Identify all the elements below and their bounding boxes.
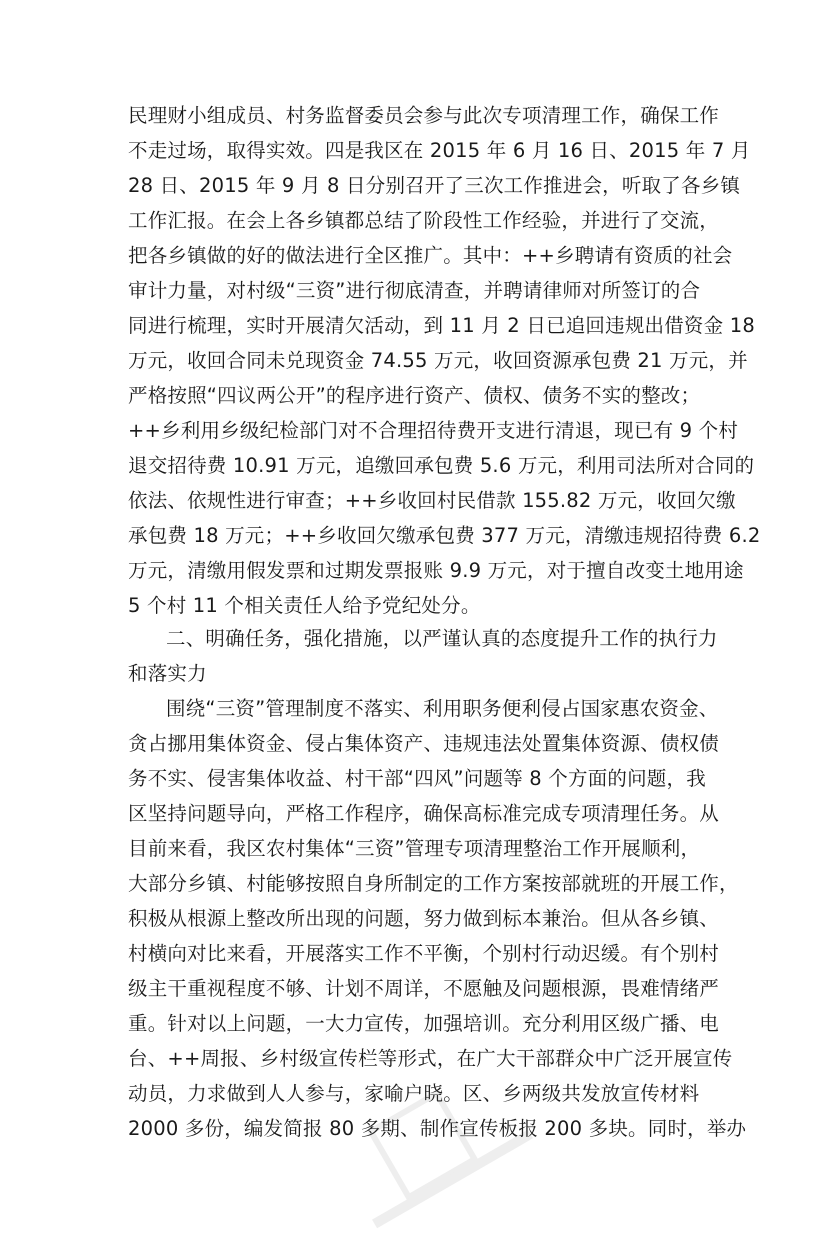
body-text-line: 万元，收回合同未兑现资金 74.55 万元，收回资源承包费 21 万元，并 [128, 349, 748, 372]
body-text-line: 2000 多份，编发简报 80 多期、制作宣传板报 200 多块。同时，举办 [128, 1117, 747, 1140]
body-text-line: 台、++周报、乡村级宣传栏等形式，在广大干部群众中广泛开展宣传 [128, 1047, 733, 1070]
body-text-line: 目前来看，我区农村集体“三资”管理专项清理整治工作开展顺利， [128, 837, 701, 860]
body-text-line: ++乡利用乡级纪检部门对不合理招待费开支进行清退，现已有 9 个村 [128, 419, 739, 442]
body-text-line: 大部分乡镇、村能够按照自身所制定的工作方案按部就班的开展工作， [128, 872, 739, 895]
body-text-line: 依法、依规性进行审查；++乡收回村民借款 155.82 万元，收回欠缴 [128, 489, 736, 512]
body-text-line: 民理财小组成员、村务监督委员会参与此次专项清理工作，确保工作 [128, 104, 720, 127]
section-heading-continuation: 和落实力 [128, 662, 207, 685]
body-text-line: 务不实、侵害集体收益、村干部“四风”问题等 8 个方面的问题，我 [128, 767, 706, 790]
body-text-line: 把各乡镇做的好的做法进行全区推广。其中：++乡聘请有资质的社会 [128, 244, 733, 267]
body-text-line: 审计力量，对村级“三资”进行彻底清查，并聘请律师对所签订的合 [128, 279, 701, 302]
body-text-line: 区坚持问题导向，严格工作程序，确保高标准完成专项清理任务。从 [128, 802, 720, 825]
body-text-line: 贪占挪用集体资金、侵占集体资产、违规违法处置集体资源、债权债 [128, 732, 720, 755]
body-text-line: 动员，力求做到人人参与，家喻户晓。区、乡两级共发放宣传材料 [128, 1082, 700, 1105]
watermark-bar [372, 1130, 533, 1229]
body-text-line: 级主干重视程度不够、计划不周详，不愿触及问题根源，畏难情绪严 [128, 977, 720, 1000]
body-text-line: 积极从根源上整改所出现的问题，努力做到标本兼治。但从各乡镇、 [128, 907, 720, 930]
section-heading: 二、明确任务，强化措施，以严谨认真的态度提升工作的执行力 [166, 627, 718, 650]
body-text-line: 不走过场，取得实效。四是我区在 2015 年 6 月 16 日、2015 年 7 月 [128, 139, 751, 162]
body-text-line: 28 日、2015 年 9 月 8 日分别召开了三次工作推进会，听取了各乡镇 [128, 174, 741, 197]
body-text-line: 承包费 18 万元；++乡收回欠缴承包费 377 万元，清缴违规招待费 6.2 [128, 524, 761, 547]
body-text-line: 工作汇报。在会上各乡镇都总结了阶段性工作经验，并进行了交流， [128, 209, 720, 232]
body-text-line: 村横向对比来看，开展落实工作不平衡，个别村行动迟缓。有个别村 [128, 942, 720, 965]
body-text-line: 万元，清缴用假发票和过期发票报账 9.9 万元，对于擅自改变土地用途 [128, 559, 744, 582]
body-text-line: 重。针对以上问题，一大力宣传，加强培训。充分利用区级广播、电 [128, 1012, 720, 1035]
body-text-line: 同进行梳理，实时开展清欠活动，到 11 月 2 日已追回违规出借资金 18 [128, 314, 755, 337]
body-text-line: 严格按照“四议两公开”的程序进行资产、债权、债务不实的整改； [128, 384, 701, 407]
paragraph-first-line: 围绕“三资”管理制度不落实、利用职务便利侵占国家惠农资金、 [166, 697, 719, 720]
body-text-line: 退交招待费 10.91 万元，追缴回承包费 5.6 万元，利用司法所对合同的 [128, 454, 755, 477]
body-text-line: 5 个村 11 个相关责任人给予党纪处分。 [128, 594, 481, 617]
